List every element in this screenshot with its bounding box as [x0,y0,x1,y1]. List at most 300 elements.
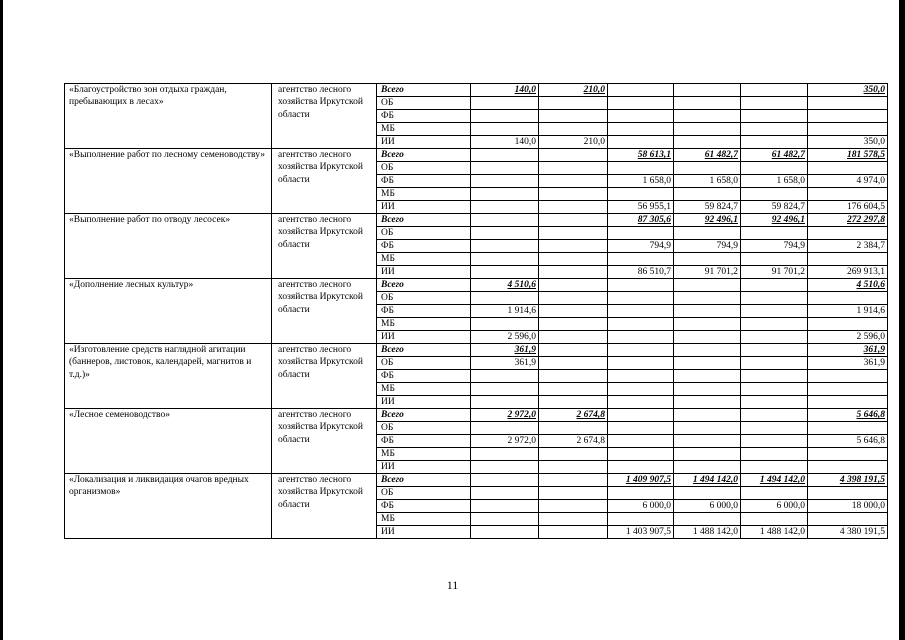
amount-cell [608,396,674,409]
amount-value: 1 494 142,0 [759,475,805,485]
amount-cell [539,409,608,422]
amount-value: 361,9 [514,358,536,368]
amount-cell [741,474,808,487]
amount-cell [471,448,539,461]
amount-cell [674,370,741,383]
amount-cell [608,84,674,97]
amount-cell [808,448,888,461]
amount-cell [674,188,741,201]
amount-cell [741,383,808,396]
amount-cell [608,513,674,526]
amount-cell [471,279,539,292]
amount-cell [808,500,888,513]
amount-cell [608,383,674,396]
scan-edge-left [0,0,3,640]
amount-cell [608,149,674,162]
amount-cell [471,84,539,97]
funding-source-cell: ИИ [377,266,471,279]
funding-source-cell: ОБ [377,97,471,110]
amount-cell [471,149,539,162]
funding-source-cell: ОБ [377,227,471,240]
amount-cell [539,305,608,318]
amount-cell [608,435,674,448]
amount-cell [539,110,608,123]
amount-cell [808,526,888,539]
amount-cell [539,461,608,474]
amount-value: 1 658,0 [642,176,671,186]
amount-value: 1 658,0 [709,176,738,186]
amount-cell [539,396,608,409]
table-row [65,149,888,162]
amount-cell [741,279,808,292]
executor-cell: агентство лесного хозяйства Иркутской области [272,344,377,409]
executor-cell: агентство лесного хозяйства Иркутской области [272,474,377,539]
funding-source-cell: ОБ [377,487,471,500]
amount-cell [539,331,608,344]
amount-cell [608,136,674,149]
executor-cell: агентство лесного хозяйства Иркутской области [272,214,377,279]
amount-cell [674,149,741,162]
amount-cell [539,97,608,110]
amount-cell [608,253,674,266]
funding-source-cell: МБ [377,188,471,201]
amount-cell [808,162,888,175]
amount-value: 4 398 191,5 [839,475,885,485]
amount-cell [471,370,539,383]
amount-value: 6 000,0 [642,501,671,511]
table-row [65,409,888,422]
amount-cell [741,305,808,318]
amount-cell [608,474,674,487]
amount-cell [741,370,808,383]
amount-value: 140,0 [514,85,536,95]
amount-cell [608,227,674,240]
amount-cell [808,383,888,396]
amount-cell [808,435,888,448]
amount-value: 1 914,6 [856,306,885,316]
amount-cell [608,370,674,383]
funding-source-cell: ИИ [377,331,471,344]
amount-cell [808,227,888,240]
document-page [64,83,887,539]
amount-cell [674,292,741,305]
amount-cell [608,175,674,188]
amount-cell [674,240,741,253]
amount-value: 350,0 [863,85,885,95]
amount-value: 1 658,0 [776,176,805,186]
amount-value: 61 482,7 [771,150,805,160]
executor-cell: агентство лесного хозяйства Иркутской области [272,84,377,149]
amount-cell [608,292,674,305]
funding-source-cell: ОБ [377,292,471,305]
amount-cell [674,448,741,461]
amount-cell [808,487,888,500]
amount-value: 2 674,8 [576,436,605,446]
funding-source-cell: МБ [377,253,471,266]
amount-cell [539,526,608,539]
amount-cell [808,370,888,383]
amount-cell [741,409,808,422]
amount-value: 272 297,8 [847,215,885,225]
amount-value: 1 914,6 [507,306,536,316]
amount-cell [741,461,808,474]
amount-cell [674,526,741,539]
amount-cell [741,123,808,136]
amount-cell [741,435,808,448]
amount-cell [674,227,741,240]
amount-cell [539,175,608,188]
amount-cell [674,162,741,175]
table-row [65,344,888,357]
amount-cell [471,500,539,513]
amount-cell [808,331,888,344]
funding-source-cell: ИИ [377,136,471,149]
amount-cell [539,84,608,97]
amount-cell [539,266,608,279]
amount-cell [808,253,888,266]
amount-value: 1 488 142,0 [759,527,805,537]
amount-cell [808,292,888,305]
amount-value: 1 494 142,0 [692,475,738,485]
amount-cell [471,97,539,110]
amount-cell [539,435,608,448]
amount-cell [471,331,539,344]
amount-cell [471,474,539,487]
amount-value: 5 646,8 [856,410,885,420]
executor-cell: агентство лесного хозяйства Иркутской области [272,409,377,474]
amount-cell [741,396,808,409]
amount-cell [539,500,608,513]
amount-cell [741,110,808,123]
amount-value: 91 701,2 [704,267,738,277]
event-name-cell: «Выполнение работ по лесному семеноводству» [65,149,272,214]
funding-source-cell: ФБ [377,240,471,253]
amount-value: 361,9 [863,358,885,368]
amount-cell [808,123,888,136]
amount-cell [539,279,608,292]
amount-cell [539,149,608,162]
funding-source-cell: МБ [377,448,471,461]
amount-value: 2 674,8 [576,410,605,420]
event-name-cell: «Локализация и ликвидация очагов вредных организмов» [65,474,272,539]
amount-cell [608,331,674,344]
amount-value: 2 384,7 [856,241,885,251]
amount-cell [471,344,539,357]
amount-cell [741,214,808,227]
funding-source-cell: ИИ [377,461,471,474]
amount-cell [471,227,539,240]
amount-value: 56 955,1 [637,202,671,212]
amount-cell [608,318,674,331]
amount-cell [674,409,741,422]
funding-source-cell: Всего [377,474,471,487]
amount-cell [608,409,674,422]
amount-cell [471,461,539,474]
amount-cell [674,253,741,266]
amount-cell [741,240,808,253]
amount-value: 87 305,6 [637,215,671,225]
amount-value: 4 510,6 [856,280,885,290]
amount-cell [674,461,741,474]
amount-value: 5 646,8 [856,436,885,446]
amount-cell [674,383,741,396]
amount-cell [674,344,741,357]
amount-cell [674,318,741,331]
amount-cell [674,266,741,279]
amount-cell [539,513,608,526]
amount-cell [608,344,674,357]
amount-cell [674,331,741,344]
amount-value: 361,9 [514,345,536,355]
amount-cell [471,214,539,227]
funding-source-cell: ИИ [377,201,471,214]
funding-source-cell: ФБ [377,370,471,383]
amount-value: 61 482,7 [704,150,738,160]
amount-value: 6 000,0 [776,501,805,511]
amount-cell [808,175,888,188]
amount-cell [471,396,539,409]
amount-cell [539,318,608,331]
amount-cell [674,201,741,214]
funding-source-cell: Всего [377,84,471,97]
amount-cell [674,136,741,149]
amount-cell [674,110,741,123]
funding-source-cell: ИИ [377,526,471,539]
amount-cell [808,344,888,357]
amount-cell [539,136,608,149]
amount-value: 181 578,5 [847,150,885,160]
amount-cell [608,422,674,435]
amount-cell [808,422,888,435]
amount-cell [539,253,608,266]
amount-cell [674,175,741,188]
amount-cell [741,500,808,513]
table-row [65,474,888,487]
amount-cell [741,188,808,201]
amount-cell [471,513,539,526]
amount-cell [741,97,808,110]
amount-cell [808,513,888,526]
amount-cell [674,123,741,136]
amount-value: 794,9 [649,241,671,251]
amount-cell [539,188,608,201]
event-name-cell: «Изготовление средств наглядной агитации (баннеров, листовок, календарей, магнитов и т.д.)» [65,344,272,409]
amount-cell [608,526,674,539]
amount-cell [539,344,608,357]
amount-value: 4 380 191,5 [839,527,885,537]
amount-cell [674,97,741,110]
event-name-cell: «Выполнение работ по отводу лесосек» [65,214,272,279]
amount-cell [608,240,674,253]
amount-cell [539,240,608,253]
amount-cell [471,162,539,175]
funding-source-cell: ФБ [377,500,471,513]
amount-cell [608,214,674,227]
amount-cell [539,214,608,227]
page-number: 11 [446,578,459,592]
amount-cell [608,487,674,500]
amount-cell [608,97,674,110]
amount-cell [471,487,539,500]
amount-cell [674,396,741,409]
amount-cell [741,175,808,188]
event-name-cell: «Лесное семеноводство» [65,409,272,474]
amount-cell [539,474,608,487]
amount-cell [471,253,539,266]
amount-value: 92 496,1 [771,215,805,225]
amount-cell [539,487,608,500]
amount-cell [674,357,741,370]
funding-source-cell: МБ [377,513,471,526]
amount-value: 58 613,1 [637,150,671,160]
table-row [65,214,888,227]
amount-cell [608,110,674,123]
amount-cell [741,422,808,435]
amount-cell [471,266,539,279]
amount-cell [741,357,808,370]
amount-cell [539,448,608,461]
funding-source-cell: ФБ [377,435,471,448]
amount-value: 59 824,7 [771,202,805,212]
amount-value: 794,9 [716,241,738,251]
amount-value: 140,0 [514,137,536,147]
amount-value: 6 000,0 [709,501,738,511]
amount-cell [741,487,808,500]
amount-value: 2 972,0 [507,410,536,420]
amount-cell [741,292,808,305]
amount-cell [808,110,888,123]
amount-cell [471,435,539,448]
amount-cell [741,448,808,461]
amount-cell [539,357,608,370]
funding-source-cell: Всего [377,214,471,227]
amount-cell [741,526,808,539]
scan-edge-right [899,0,905,640]
amount-cell [741,136,808,149]
amount-cell [808,461,888,474]
amount-value: 2 972,0 [507,436,536,446]
amount-value: 18 000,0 [851,501,885,511]
funding-source-cell: ОБ [377,162,471,175]
funding-source-cell: ФБ [377,175,471,188]
amount-value: 269 913,1 [847,267,885,277]
amount-cell [471,422,539,435]
funding-source-cell: МБ [377,318,471,331]
amount-value: 4 974,0 [856,176,885,186]
amount-cell [741,227,808,240]
amount-cell [539,201,608,214]
amount-cell [471,110,539,123]
amount-cell [808,97,888,110]
amount-cell [471,188,539,201]
amount-cell [608,123,674,136]
executor-cell: агентство лесного хозяйства Иркутской области [272,279,377,344]
amount-cell [674,513,741,526]
amount-cell [741,344,808,357]
table-row [65,84,888,97]
amount-cell [741,149,808,162]
amount-cell [608,448,674,461]
amount-cell [608,357,674,370]
amount-cell [608,201,674,214]
amount-cell [808,396,888,409]
event-name-cell: «Благоустройство зон отдыха граждан, пребывающих в лесах» [65,84,272,149]
amount-cell [539,292,608,305]
amount-value: 361,9 [863,345,885,355]
amount-cell [539,123,608,136]
amount-value: 1 409 907,5 [625,475,671,485]
amount-cell [741,318,808,331]
amount-value: 59 824,7 [704,202,738,212]
funding-source-cell: МБ [377,123,471,136]
amount-cell [808,305,888,318]
event-name-cell: «Дополнение лесных культур» [65,279,272,344]
funding-source-cell: ОБ [377,357,471,370]
amount-cell [674,214,741,227]
funding-table [64,83,888,539]
amount-cell [608,266,674,279]
amount-cell [674,435,741,448]
amount-cell [741,331,808,344]
funding-source-cell: Всего [377,279,471,292]
amount-cell [808,188,888,201]
amount-value: 350,0 [863,137,885,147]
amount-value: 210,0 [583,137,605,147]
amount-value: 176 604,5 [847,202,885,212]
amount-cell [471,357,539,370]
amount-cell [471,383,539,396]
amount-cell [608,305,674,318]
amount-cell [471,240,539,253]
amount-cell [539,383,608,396]
amount-value: 4 510,6 [507,280,536,290]
amount-cell [808,318,888,331]
funding-source-cell: ОБ [377,422,471,435]
funding-source-cell: МБ [377,383,471,396]
amount-cell [471,305,539,318]
funding-source-cell: ИИ [377,396,471,409]
amount-value: 1 488 142,0 [692,527,738,537]
amount-cell [539,422,608,435]
table-row [65,279,888,292]
amount-value: 2 596,0 [856,332,885,342]
funding-source-cell: Всего [377,344,471,357]
amount-value: 91 701,2 [771,267,805,277]
amount-cell [471,175,539,188]
amount-cell [741,84,808,97]
amount-cell [808,214,888,227]
funding-table-body [65,84,888,539]
amount-cell [741,513,808,526]
amount-value: 92 496,1 [704,215,738,225]
amount-cell [539,227,608,240]
amount-cell [808,136,888,149]
amount-cell [674,305,741,318]
amount-value: 210,0 [583,85,605,95]
amount-cell [539,162,608,175]
amount-cell [471,409,539,422]
amount-cell [471,526,539,539]
amount-cell [674,487,741,500]
amount-cell [808,240,888,253]
amount-cell [471,201,539,214]
amount-cell [608,500,674,513]
amount-cell [674,500,741,513]
amount-cell [471,292,539,305]
amount-cell [741,266,808,279]
amount-cell [674,279,741,292]
amount-cell [808,279,888,292]
